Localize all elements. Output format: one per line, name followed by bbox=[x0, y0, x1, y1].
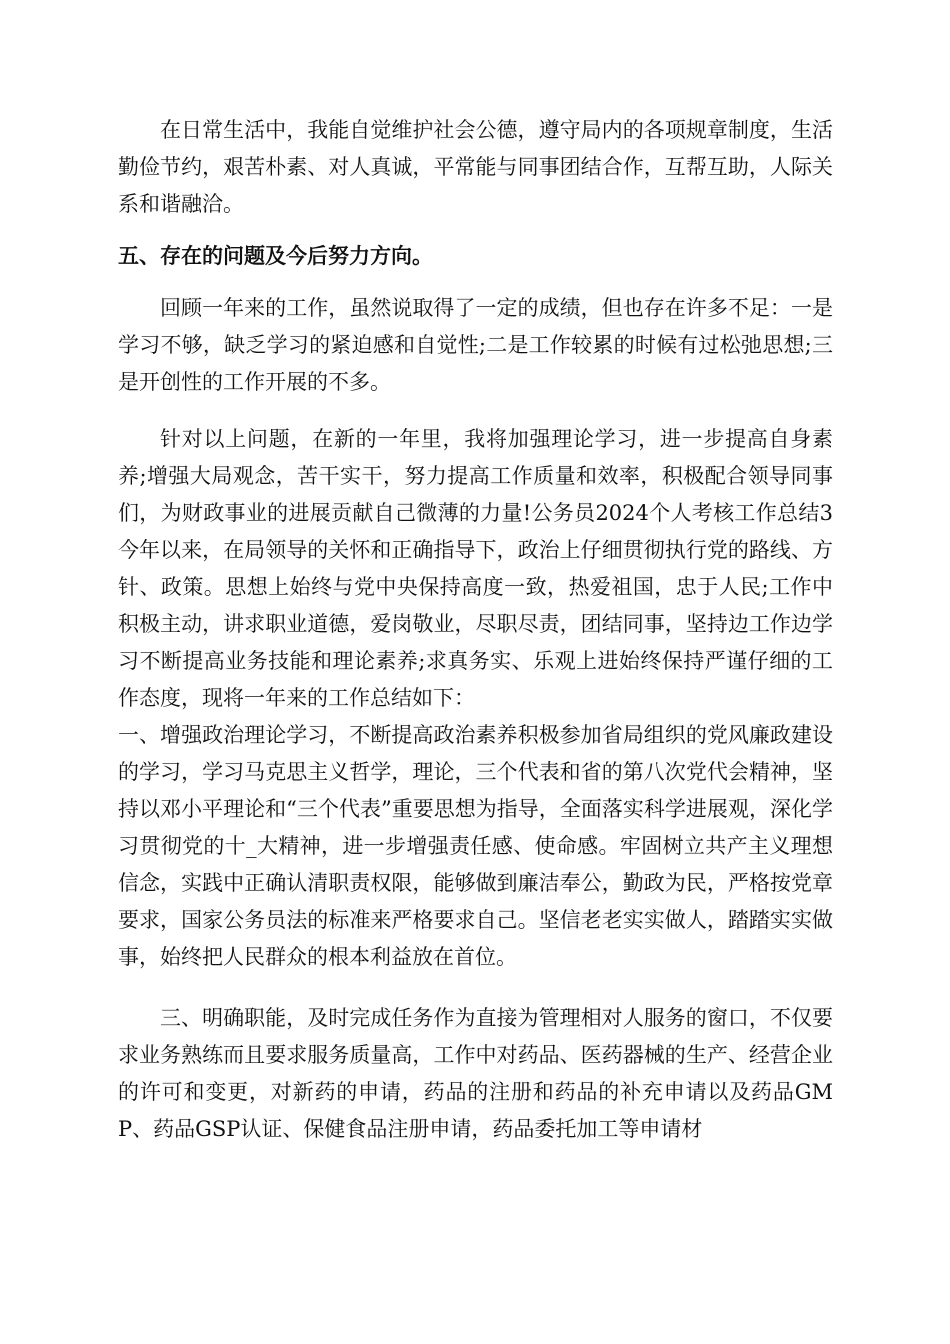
document-page bbox=[118, 112, 833, 1148]
paragraph-daily-life: 在日常生活中，我能自觉维护社会公德，遵守局内的各项规章制度，生活勤俭节约，艰苦朴素、对人真诚，平常能与同事团结合作，互帮互助，人际关系和谐融洽。 bbox=[118, 118, 833, 216]
paragraph-improvement-plan: 针对以上问题，在新的一年里，我将加强理论学习，进一步提高自身素养;增强大局观念，苦干实干，努力提高工作质量和效率，积极配合领导同事们，为财政事业的进展贡献自己微薄的力量!公务员2024个人考核工作总结3今年以来，在局领导的关怀和正确指导下，政治上仔细贯彻执行党的路线、方针、政策。思想上始终与党中央保持高度一致，热爱祖国，忠于人民;工作中积极主动，讲求职业道德，爱岗敬业，尽职尽责，团结同事，坚持边工作边学习不断提高业务技能和理论素养;求真务实、乐观上进始终保持严谨仔细的工作态度，现将一年来的工作总结如下： bbox=[118, 427, 833, 710]
paragraph-duties: 三、明确职能，及时完成任务作为直接为管理相对人服务的窗口，不仅要求业务熟练而且要求服务质量高，工作中对药品、医药器械的生产、经营企业的许可和变更，对新药的申请，药品的注册和药品的补充申请以及药品GMP、药品GSP认证、保健食品注册申请，药品委托加工等申请材 bbox=[118, 1006, 833, 1141]
paragraph-review: 回顾一年来的工作，虽然说取得了一定的成绩，但也存在许多不足：一是学习不够，缺乏学习的紧迫感和自觉性;二是工作较累的时候有过松弛思想;三是开创性的工作开展的不多。 bbox=[118, 296, 833, 394]
paragraph-political-study: 一、增强政治理论学习，不断提高政治素养积极参加省局组织的党风廉政建设的学习，学习马克思主义哲学，理论，三个代表和省的第八次党代会精神，坚持以邓小平理论和“三个代表”重要思想为指导，全面落实科学进展观，深化学习贯彻党的十_大精神，进一步增强责任感、使命感。牢固树立共产主义理想信念，实践中正确认清职责权限，能够做到廉洁奉公，勤政为民，严格按党章要求，国家公务员法的标准来严格要求自己。坚信老老实实做人，踏踏实实做事，始终把人民群众的根本利益放在首位。 bbox=[118, 723, 833, 969]
section-heading-problems: 五、存在的问题及今后努力方向。 bbox=[118, 244, 433, 268]
